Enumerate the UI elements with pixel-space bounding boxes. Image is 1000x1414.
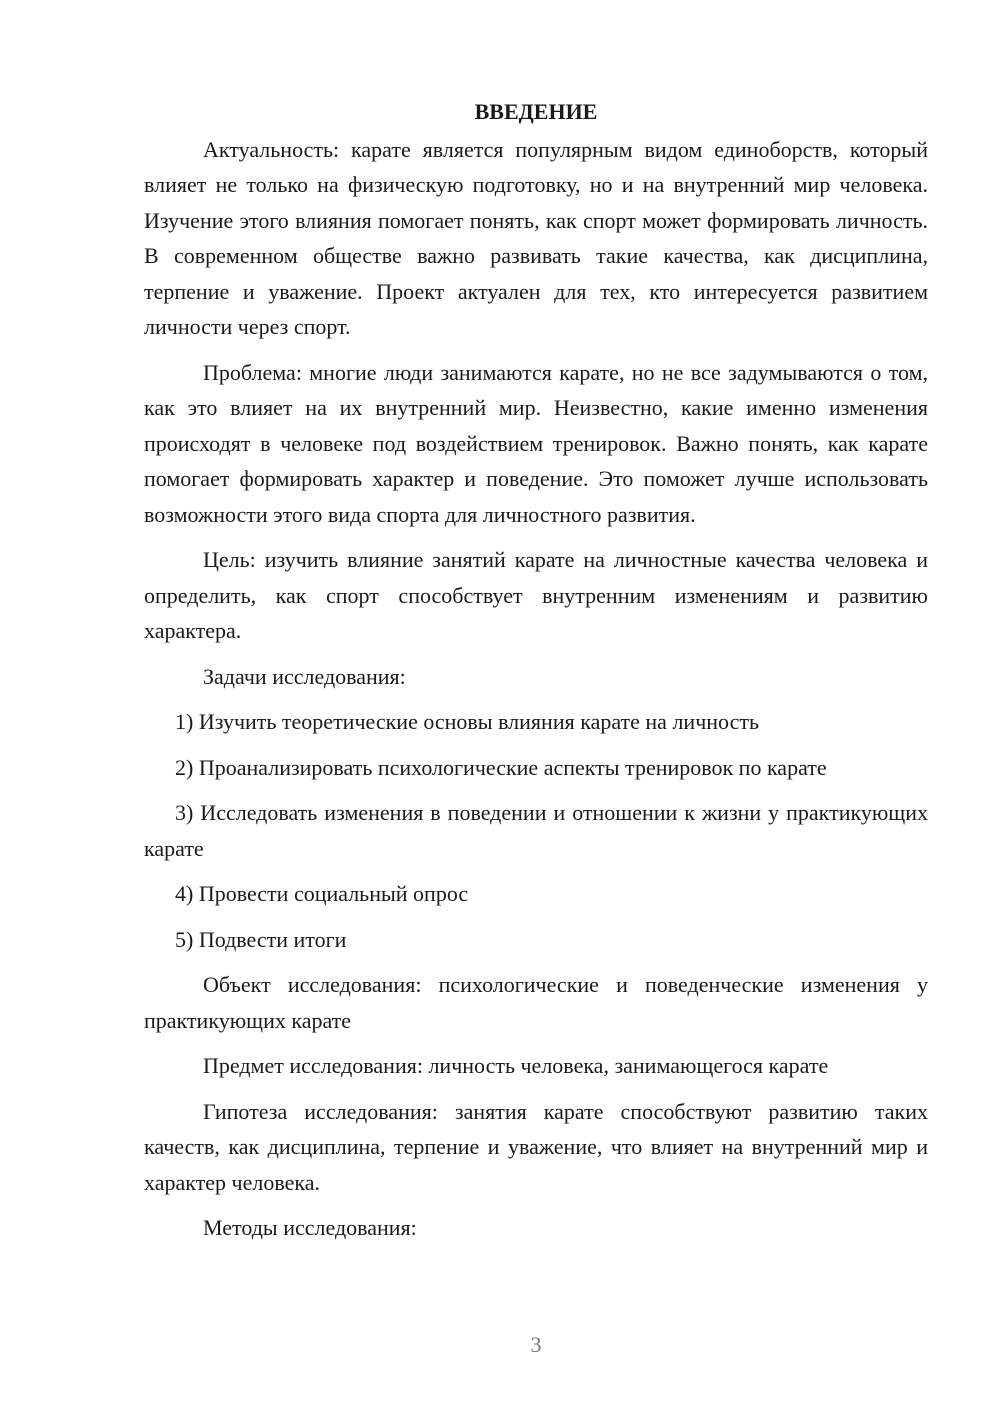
- task-item-4: 4) Провести социальный опрос: [175, 881, 469, 906]
- subject-paragraph: Предмет исследования: личность человека, занимающегося карате: [203, 1053, 829, 1078]
- methods-heading: Методы исследования:: [203, 1215, 417, 1240]
- page-number: 3: [530, 1332, 542, 1357]
- section-title: ВВЕДЕНИЕ: [474, 99, 598, 124]
- relevance-paragraph: Актуальность: карате является популярным видом единоборств, который влияет не только на физическую подготовку, но и на внутренний мир человека. Изучение этого влияния помогает понять, как спорт может формировать личность. В современном обществе важно развивать такие качества, как дисциплина, терпение и уважение. Проект актуален для тех, кто интересуется развитием личности через спорт.: [144, 136, 928, 339]
- object-paragraph: Объект исследования: психологические и поведенческие изменения у практикующих карате: [144, 972, 928, 1033]
- tasks-heading: Задачи исследования:: [203, 663, 406, 689]
- task-item-3: 3) Исследовать изменения в поведении и отношении к жизни у практикующих карате: [144, 800, 928, 861]
- hypothesis-paragraph: Гипотеза исследования: занятия карате способствуют развитию таких качеств, как дисциплина, терпение и уважение, что влияет на внутренний мир и характер человека.: [144, 1098, 928, 1195]
- document-body: [144, 94, 928, 1256]
- task-item-5: 5) Подвести итоги: [175, 926, 347, 952]
- goal-paragraph: Цель: изучить влияние занятий карате на личностные качества человека и определить, как спорт способствует внутренним изменениям и развитию характера.: [144, 547, 928, 643]
- task-item-2: 2) Проанализировать психологические аспекты тренировок по карате: [175, 754, 827, 780]
- task-item-1: 1) Изучить теоретические основы влияния карате на личность: [175, 709, 759, 734]
- problem-paragraph: Проблема: многие люди занимаются карате, но не все задумываются о том, как это влияет на их внутренний мир. Неизвестно, какие именно изменения происходят в человеке под воздействием тренировок. Важно понять, как карате помогает формировать характер и поведение. Это поможет лучше использовать возможности этого вида спорта для личностного развития.: [144, 359, 928, 527]
